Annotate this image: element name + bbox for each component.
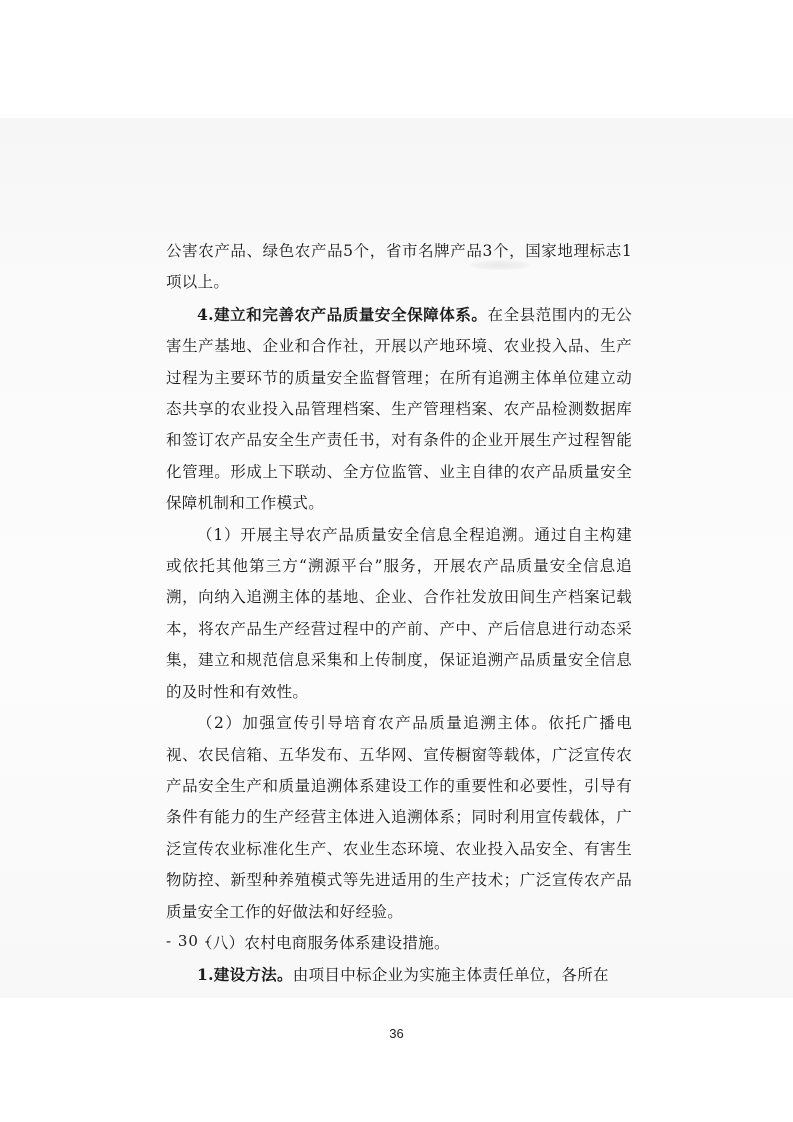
body-text xyxy=(166,236,632,992)
paragraph-construction-method xyxy=(166,959,632,991)
paragraph-body: 在全县范围内的无公害生产基地、企业和合作社，开展以产地环境、农业投入品、生产过程为主要环节的质量安全监督管理；在所有追溯主体单位建立动态共享的农业投入品管理档案、生产管理档案、农产品检测数据库和签订农产品安全生产责任书，对有条件的企业开展生产过程智能化管理。形成上下联动、全方位监管、业主自律的农产品质量安全保障机制和工作模式。 xyxy=(166,305,632,513)
section-heading-ecommerce: （八）农村电商服务体系建设措施。 xyxy=(197,933,450,952)
paragraph-quality-assurance xyxy=(166,299,632,520)
paragraph-heading: 4.建立和完善农产品质量安全保障体系。 xyxy=(197,304,488,324)
outer-page-number: 36 xyxy=(389,1026,404,1041)
paragraph-continued: 公害农产品、绿色农产品5个，省市名牌产品3个，国家地理标志1项以上。 xyxy=(166,242,632,292)
paragraph-heading: 1.建设方法。 xyxy=(197,965,293,985)
paragraph-traceability: （1）开展主导农产品质量安全信息全程追溯。通过自主构建或依托其他第三方“溯源平台”服务，开展农产品质量安全信息追溯，向纳入追溯主体的基地、企业、合作社发放田间生产档案记载本，将农产品生产经营过程中的产前、产中、产后信息进行动态采集，建立和规范信息采集和上传制度，保证追溯产品质量安全信息的及时性和有效性。 xyxy=(166,525,632,701)
paragraph-body: 由项目中标企业为实施主体责任单位，各所在 xyxy=(292,966,609,985)
paragraph-publicity: （2）加强宣传引导培育农产品质量追溯主体。依托广播电视、农民信箱、五华发布、五华网、宣传橱窗等载体，广泛宣传农产品安全生产和质量追溯体系建设工作的重要性和必要性，引导有条件有能力的生产经营主体进入追溯体系；同时利用宣传载体，广泛宣传农业标准化生产、农业生态环境、农业投入品安全、有害生物防控、新型种养殖模式等先进适用的生产技术；广泛宣传农产品质量安全工作的好做法和好经验。 xyxy=(166,714,632,921)
inner-page-number: - 30 - xyxy=(166,932,211,950)
